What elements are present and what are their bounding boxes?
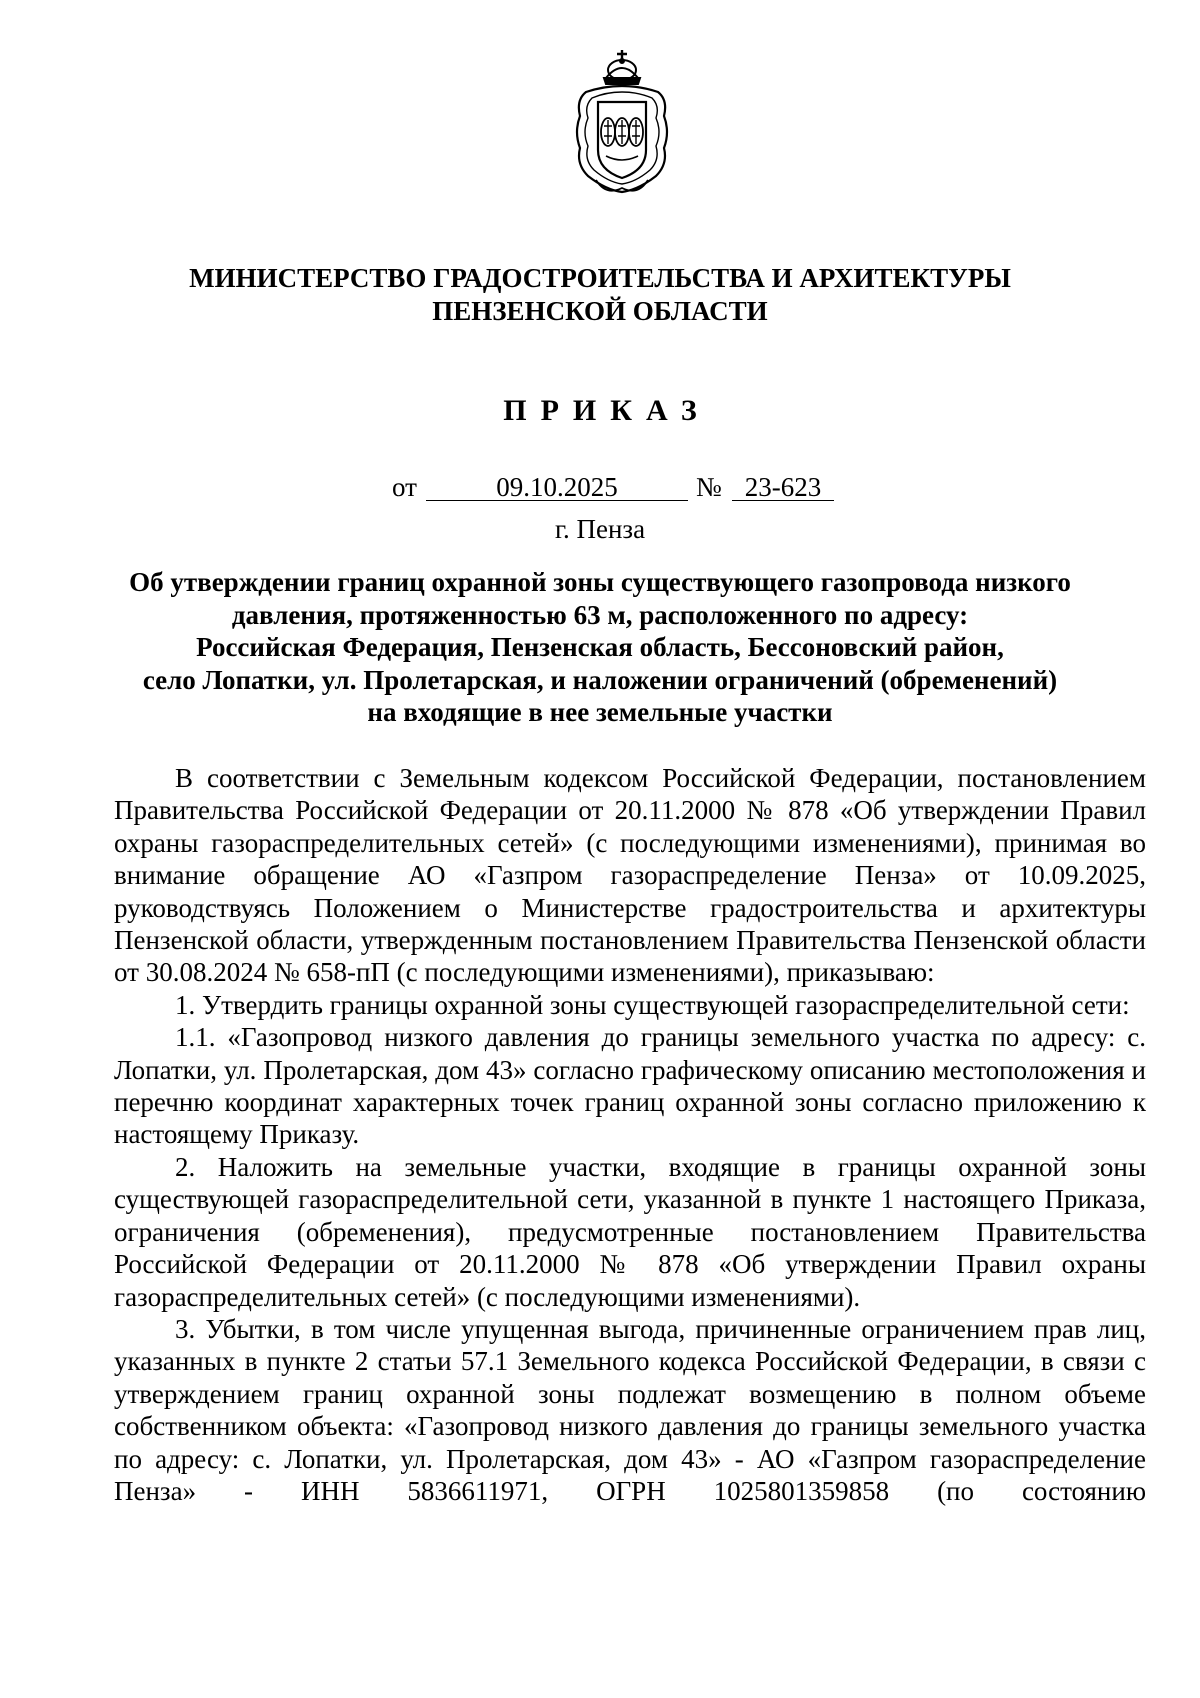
paragraph-item-3: 3. Убытки, в том числе упущенная выгода, причиненные ограничением прав лиц, указанных в пункте 2 статьи 57.1 Земельного кодекса Российской Федерации, в связи с утверждением границ охранной зоны подлежат возмещению в полном объеме собственником объекта: «Газопровод низкого давления до границы земельного участка по адресу: с. Лопатки, ул. Пролетарская, дом 43» - АО «Газпром газораспределение Пенза» - ИНН 5836611971, ОГРН 1025801359858 (по состоянию [114,1313,1146,1506]
date-number-line [392,470,852,504]
paragraph-item-2: 2. Наложить на земельные участки, входящие в границы охранной зоны существующей газораспределительной сети, указанной в пункте 1 настоящего Приказа, ограничения (обременения), предусмотренные постановлением Правительства Российской Федерации от 20.11.2000 № 878 «Об утверждении Правил охраны газораспределительных сетей» (с последующими изменениями). [114,1151,1146,1312]
number-value: 23-623 [732,470,834,501]
penza-region-coat-of-arms-icon [566,40,678,198]
title-line: село Лопатки, ул. Пролетарская, и наложении ограничений (обременений) [142,664,1058,695]
paragraph-item-1-1: 1.1. «Газопровод низкого давления до границы земельного участка по адресу: с. Лопатки, ул. Пролетарская, дом 43» согласно графическому описанию местоположения и перечню координат характерных точек границ охранной зоны согласно приложению к настоящему Приказу. [114,1022,1146,1150]
date-value: 09.10.2025 [426,470,688,501]
ministry-line-1: МИНИСТЕРСТВО ГРАДОСТРОИТЕЛЬСТВА И АРХИТЕКТУРЫ [189,263,1011,293]
paragraph-item-1: 1. Утвердить границы охранной зоны существующей газораспределительной сети: [175,989,1130,1020]
document-body [114,762,1146,1507]
title-line: Российская Федерация, Пензенская область, Бессоновский район, [196,632,1004,662]
ministry-line-2: ПЕНЗЕНСКОЙ ОБЛАСТИ [432,296,768,326]
paragraph-preamble: В соответствии с Земельным кодексом Российской Федерации, постановлением Правительства Российской Федерации от 20.11.2000 № 878 «Об утверждении Правил охраны газораспределительных сетей» (с последующими изменениями), принимая во внимание обращение АО «Газпром газораспределение Пенза» от 10.09.2025, руководствуясь Положением о Министерстве градостроительства и архитектуры Пензенской области, утвержденным постановлением Правительства Пензенской области от 30.08.2024 № 658-пП (с последующими изменениями), приказываю: [114,763,1146,988]
document-title [118,566,1082,729]
title-line: Об утверждении границ охранной зоны существующего газопровода низкого [129,567,1071,597]
number-label: № [696,472,722,502]
document-type: ПРИКАЗ [503,394,711,427]
title-line: давления, протяженностью 63 м, расположенного по адресу: [231,599,969,630]
title-line: на входящие в нее земельные участки [367,697,833,727]
ministry-name [100,262,1100,328]
date-label: от [392,472,417,502]
city: г. Пенза [554,514,646,544]
